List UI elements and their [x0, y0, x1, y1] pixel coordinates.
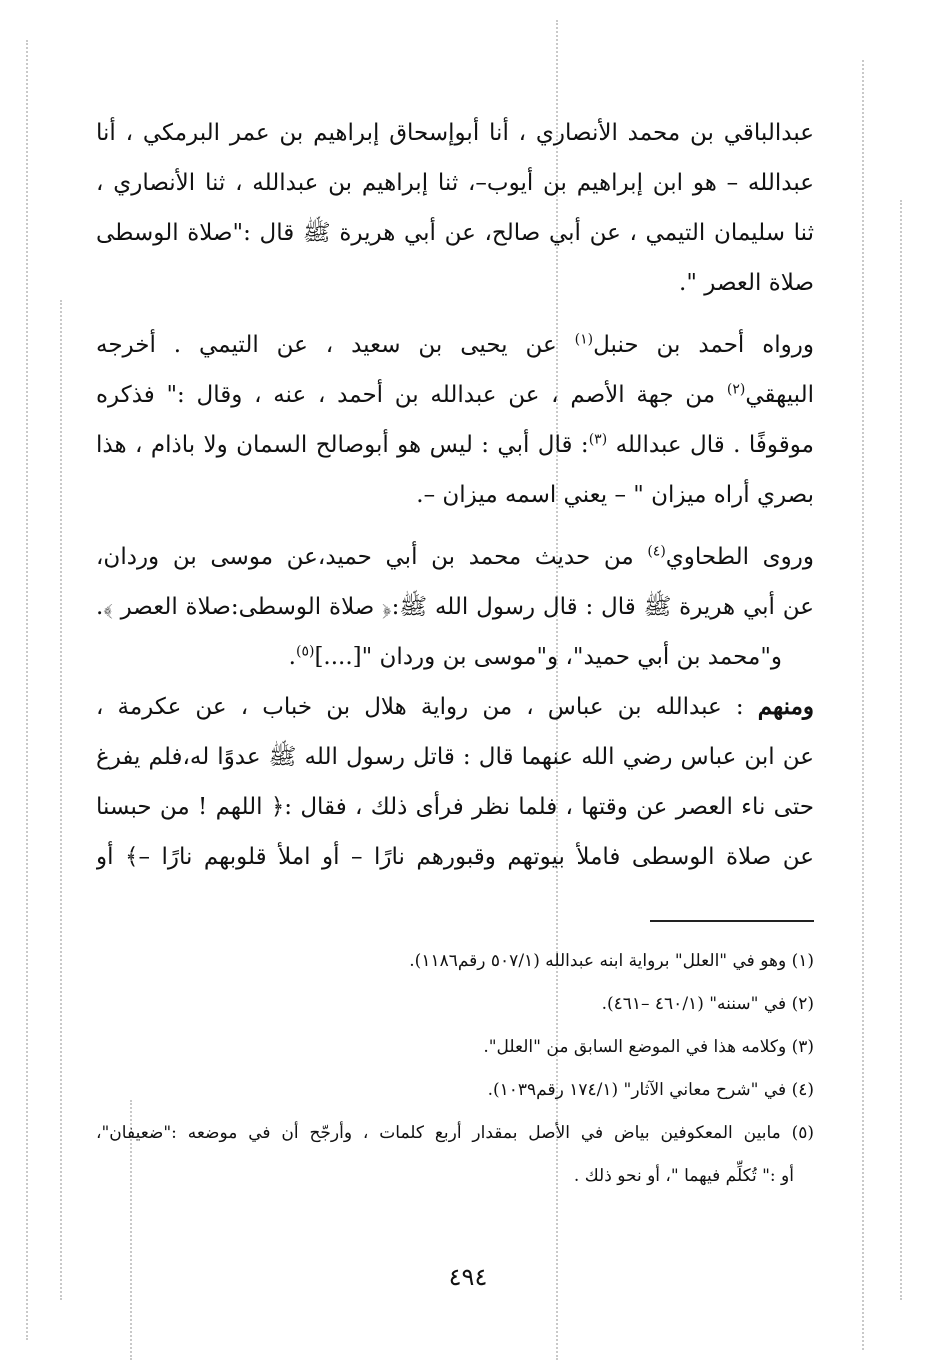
footnotes [96, 940, 814, 1198]
text-line: عن أبي هريرة ﷺ قال : قال رسول الله ﷺ:﴿ صلاة الوسطى:صلاة العصر ﴾. [96, 594, 814, 620]
text-line [96, 370, 814, 420]
footnote-1: (١) وهو في "العلل" برواية ابنه عبدالله (٥٠٧/١ رقم١١٨٦). [409, 951, 814, 971]
paragraph-gap [96, 308, 814, 320]
footnote-3: (٣) وكلامه هذا في الموضع السابق من "العلل". [483, 1037, 814, 1057]
paragraph-gap [96, 520, 814, 532]
text-span: من جهة الأصم ، عن عبدالله بن أحمد ، عنه ، وقال :" فذكره [96, 382, 727, 408]
text-span: ورواه أحمد بن حنبل [593, 332, 814, 358]
text-span: وروى الطحاوي [665, 544, 814, 570]
text-span: البيهقي [745, 382, 814, 408]
text-line: عبدالله – هو ابن إبراهيم بن أيوب–، ثنا إبراهيم بن عبدالله ، ثنا الأنصاري ، [96, 170, 814, 196]
main-text [96, 108, 814, 882]
footnote-ref-3: (٣) [588, 431, 608, 448]
text-line [96, 320, 814, 370]
text-span: من حديث محمد بن أبي حميد،عن موسى بن وردان، [96, 544, 648, 570]
footnote-5: (٥) مابين المعكوفين بياض في الأصل بمقدار أربع كلمات ، وأرجّح أن في موضعه :"ضعيفان"، [96, 1123, 814, 1143]
footnote-5-continued: أو :" تُكلِّم فيهما "، أو نحو ذلك . [573, 1166, 794, 1186]
text-line [96, 682, 814, 732]
footnote-4: (٤) في "شرح معاني الآثار" (١٧٤/١ رقم١٠٣٩). [487, 1080, 814, 1100]
text-line: حتى ناء العصر عن وقتها ، فلما نظر فرأى ذلك ، فقال :﴿ اللهم ! من حبسنا [96, 794, 814, 820]
page-number: ٤٩٤ [448, 1263, 488, 1291]
scan-dotted-line-left-inner [60, 300, 62, 1300]
scan-dotted-line-left [26, 40, 28, 1340]
text-line: عن صلاة الوسطى فاملأ بيوتهم وقبورهم نارًا – أو املأ قلوبهم نارًا –﴾ أو [96, 844, 814, 870]
text-span: و"محمد بن أبي حميد"، و"موسى بن وردان "[....] [314, 644, 782, 670]
footnote-ref-5: (٥) [295, 643, 315, 660]
text-line: صلاة العصر ". [679, 270, 814, 296]
scan-dotted-line-right-outer [900, 200, 902, 1300]
footnote-separator [650, 920, 814, 922]
text-line [96, 420, 814, 470]
text-span: : قال أبي : ليس هو أبوصالح السمان ولا باذام ، هذا [96, 432, 589, 458]
footnote-ref-1: (١) [574, 331, 594, 348]
text-span: : عبدالله بن عباس ، من رواية هلال بن خباب ، عن عكرمة ، [96, 694, 758, 720]
footnote-ref-2: (٢) [726, 381, 746, 398]
text-line [96, 632, 814, 682]
text-span: عن يحيى بن سعيد ، عن التيمي . أخرجه [96, 332, 575, 358]
text-line: ثنا سليمان التيمي ، عن أبي صالح، عن أبي هريرة ﷺ قال :"صلاة الوسطى [96, 220, 814, 246]
scan-dotted-line-right [862, 60, 864, 1350]
text-line: عن ابن عباس رضي الله عنهما قال : قاتل رسول الله ﷺ عدوًا له،فلم يفرغ [96, 744, 814, 770]
text-line: عبدالباقي بن محمد الأنصاري ، أنا أبوإسحاق إبراهيم بن عمر البرمكي ، أنا [96, 120, 814, 146]
text-line [96, 532, 814, 582]
text-span: موقوفًا . قال عبدالله [607, 432, 814, 458]
footnote-ref-4: (٤) [647, 543, 666, 560]
text-line: بصري أراه ميزان " – يعني اسمه ميزان –. [416, 482, 814, 508]
text-span: . [288, 644, 296, 670]
footnote-2: (٢) في "سننه" (٤٦٠/١ –٤٦١). [601, 994, 814, 1014]
paragraph-lead: ومنهم [757, 693, 814, 720]
